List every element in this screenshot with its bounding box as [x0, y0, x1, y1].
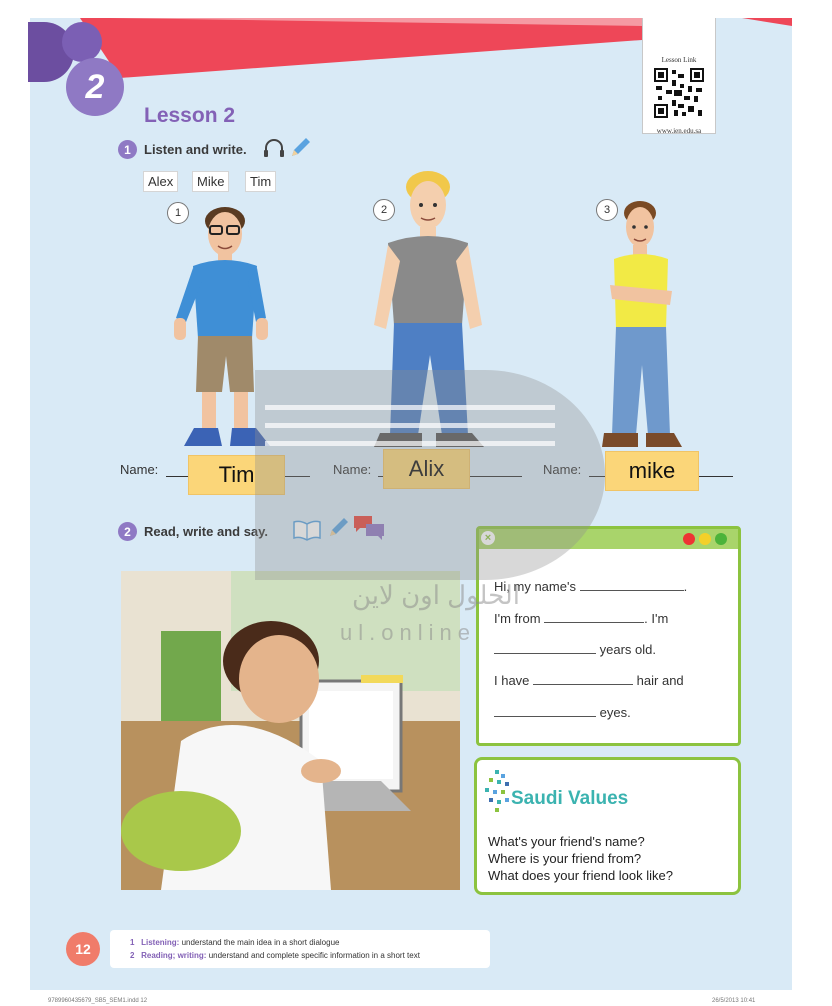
form-line-2 [494, 611, 668, 626]
word-bank-item: Alex [143, 171, 178, 192]
objective-line [130, 938, 339, 947]
objective-skill: Reading; writing: [141, 951, 207, 960]
imprint-date: 26/5/2013 10:41 [712, 998, 756, 1004]
qr-label: Lesson Link [661, 56, 697, 64]
answer-field-2[interactable]: Alix [383, 449, 470, 489]
watermark-latin-text: ul.online [340, 620, 476, 645]
name-label: Name: [543, 462, 582, 477]
qr-code-icon[interactable] [654, 68, 704, 118]
imprint-file: 9789960435679_SB5_SEM1.indd 12 [48, 998, 148, 1004]
qr-url: www.ien.edu.sa [656, 127, 702, 135]
watermark-logo [225, 365, 615, 600]
values-question: Where is your friend from? [488, 851, 642, 866]
lesson-title: Lesson 2 [144, 104, 236, 127]
word-bank-item: Tim [245, 171, 276, 192]
boy-laptop-illustration [121, 571, 460, 890]
headphones-icon [262, 136, 286, 160]
objective-number: 1 [130, 938, 135, 947]
exercise-1-instruction: Listen and write. [144, 142, 247, 157]
window-button-green[interactable] [715, 533, 727, 545]
form-text: Hi, my name's [494, 579, 576, 594]
objective-line [130, 951, 420, 960]
blank-field[interactable] [533, 674, 633, 685]
name-label: Name: [120, 462, 159, 477]
blank-field[interactable] [494, 706, 596, 717]
window-button-red[interactable] [683, 533, 695, 545]
form-text: . [683, 579, 688, 594]
form-text: I'm from [494, 611, 541, 626]
pencil-icon [288, 136, 312, 160]
values-question: What's your friend's name? [488, 834, 645, 849]
objective-text: understand and complete specific information in a short text [208, 951, 420, 960]
exercise-2-instruction: Read, write and say. [144, 524, 269, 539]
form-line-4 [494, 673, 684, 688]
values-title: Saudi Values [511, 788, 629, 809]
saudi-values-logo-icon [485, 770, 513, 814]
picture-number: 3 [596, 199, 618, 221]
blank-field[interactable] [494, 643, 596, 654]
watermark-arabic-text: الحلول اون لاين [352, 580, 521, 610]
objective-number: 2 [130, 951, 135, 960]
exercise-2-number: 2 [118, 522, 137, 541]
picture-number: 1 [167, 202, 189, 224]
blank-field[interactable] [544, 612, 644, 623]
form-text: years old. [599, 642, 656, 657]
picture-number: 2 [373, 199, 395, 221]
form-text: hair and [636, 673, 684, 688]
word-bank-item: Mike [192, 171, 229, 192]
values-question: What does your friend look like? [488, 868, 673, 883]
form-line-5 [494, 705, 631, 720]
learning-objectives [110, 930, 490, 968]
form-text: I have [494, 673, 530, 688]
answer-field-1[interactable]: Tim [188, 455, 285, 495]
exercise-1-number: 1 [118, 140, 137, 159]
decor-circle [62, 22, 102, 62]
lesson-number-badge: 2 [66, 58, 124, 116]
form-text: . I'm [644, 611, 669, 626]
answer-field-3[interactable]: mike [605, 451, 699, 491]
name-label: Name: [333, 462, 372, 477]
saudi-values-box [474, 757, 741, 895]
objective-skill: Listening: [141, 938, 180, 947]
qr-link-box[interactable] [642, 18, 716, 134]
form-line-3 [494, 642, 656, 657]
objective-text: understand the main idea in a short dialogue [181, 938, 340, 947]
window-button-yellow[interactable] [699, 533, 711, 545]
form-text: eyes. [599, 705, 631, 720]
close-icon[interactable]: × [481, 531, 495, 545]
page-number: 12 [66, 932, 100, 966]
